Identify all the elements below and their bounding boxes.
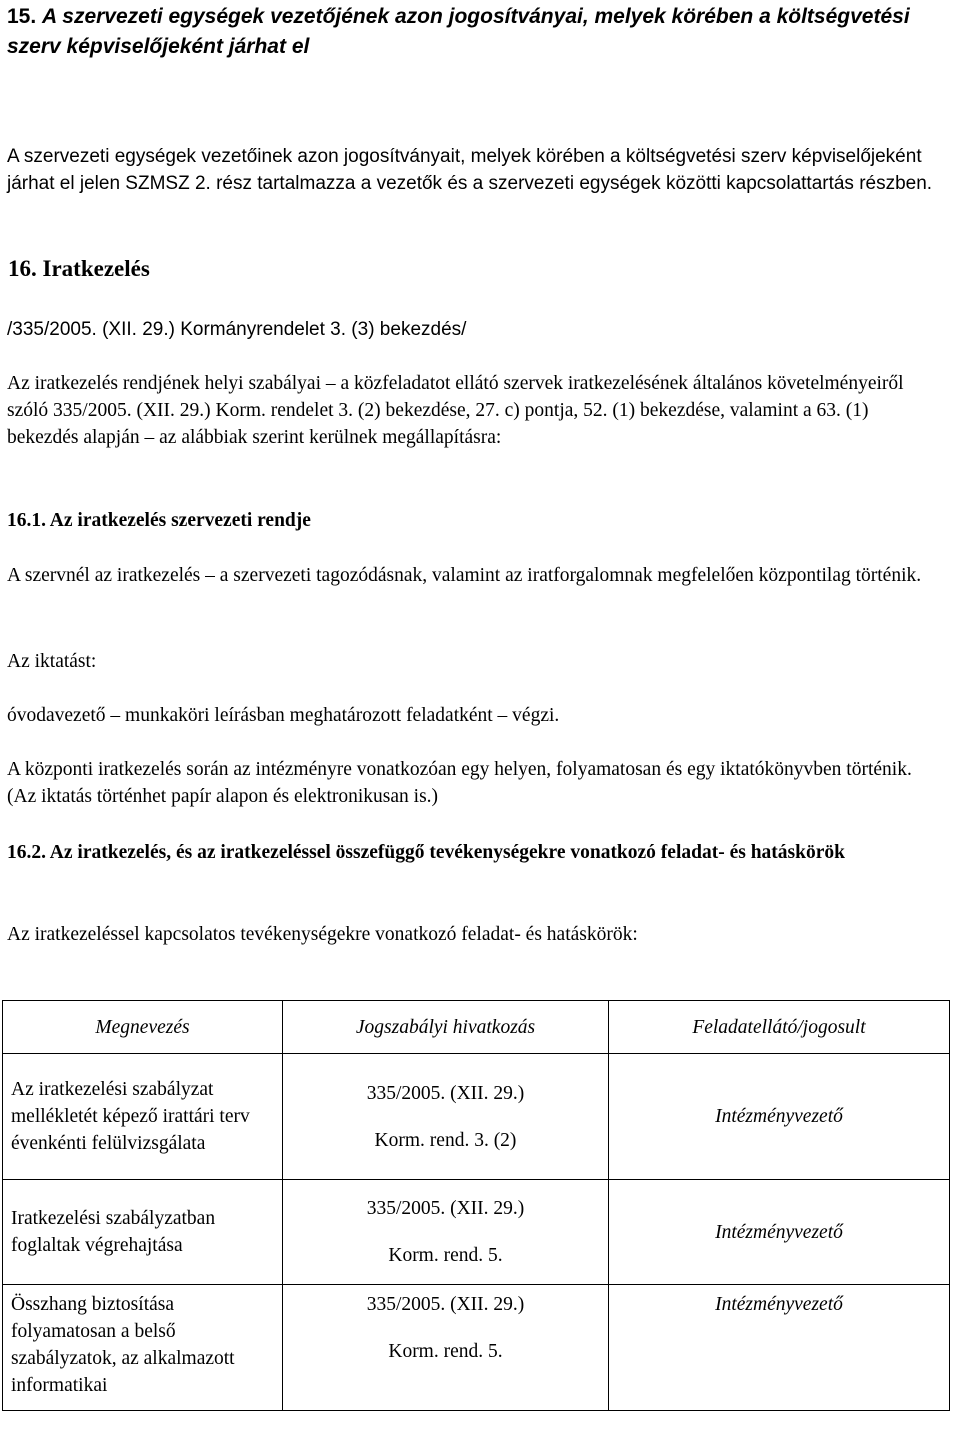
row-name: Az iratkezelési szabályzat mellékletét képező irattári terv évenkénti felülvizsgálata <box>3 1054 283 1180</box>
row-legal-ref <box>283 1180 609 1285</box>
row-owner: Intézményvezető <box>609 1054 950 1180</box>
section-15-number: 15. <box>7 5 37 28</box>
central-paragraph: A szervnél az iratkezelés – a szervezeti tagozódásnak, valamint az iratforgalomnak megfelelően központilag történik. <box>7 565 922 586</box>
section-15-title: A szervezeti egységek vezetőjének azon jogosítványai, melyek körében a költségvetési szerv képviselőjeként járhat el <box>7 5 910 58</box>
section-15-heading <box>7 2 947 62</box>
iktatas-text: óvodavezető – munkaköri leírásban meghatározott feladatként – végzi. <box>7 705 560 726</box>
row-legal-ref <box>283 1054 609 1180</box>
row-name: Iratkezelési szabályzatban foglaltak végrehajtása <box>3 1180 283 1285</box>
row-owner: Intézményvezető <box>609 1180 950 1285</box>
table-row <box>3 1180 950 1285</box>
responsibility-table <box>2 1000 950 1411</box>
decree-reference: /335/2005. (XII. 29.) Kormányrendelet 3. (3) bekezdés/ <box>7 319 467 340</box>
header-name: Megnevezés <box>3 1001 283 1054</box>
intro-paragraph: A szervezeti egységek vezetőinek azon jogosítványait, melyek körében a költségvetési szerv képviselőjeként járhat el jelen SZMSZ 2. rész tartalmazza a vezetők és a szervezeti egységek közötti kapcsolattartás részben. <box>7 146 933 194</box>
table-row <box>3 1285 950 1411</box>
row-legal-ref <box>283 1285 609 1411</box>
section-16-2-heading: 16.2. Az iratkezelés, és az iratkezeléssel összefüggő tevékenységekre vonatkozó feladat- és hatáskörök <box>7 842 845 863</box>
kozponti-paragraph: A központi iratkezelés során az intézményre vonatkozóan egy helyen, folyamatosan és egy iktatókönyvben történik. (Az iktatás történhet papír alapon és elektronikusan is.) <box>7 759 912 807</box>
header-owner: Feladatellátó/jogosult <box>609 1001 950 1054</box>
rules-paragraph: Az iratkezelés rendjének helyi szabályai – a közfeladatot ellátó szervek iratkezelésének általános követelményeiről szóló 335/2005. (XII. 29.) Korm. rendelet 3. (2) bekezdése, 27. c) pontja, 52. (1) bekezdése, valamint a 63. (1) bekezdés alapján – az alábbiak szerint kerülnek megállapításra: <box>7 373 904 448</box>
row-ref-line-1: 335/2005. (XII. 29.) <box>366 1082 525 1104</box>
table-header-row <box>3 1001 950 1054</box>
row-ref-line-2: Korm. rend. 5. <box>388 1245 503 1266</box>
table-intro-paragraph: Az iratkezeléssel kapcsolatos tevékenységekre vonatkozó feladat- és hatáskörök: <box>7 924 638 945</box>
iktatas-label: Az iktatást: <box>7 651 97 672</box>
section-16-1-heading: 16.1. Az iratkezelés szervezeti rendje <box>7 510 311 531</box>
row-ref-line-1: 335/2005. (XII. 29.) <box>366 1198 525 1219</box>
row-owner: Intézményvezető <box>609 1285 950 1411</box>
section-16-heading: 16. Iratkezelés <box>8 256 150 281</box>
row-ref-line-2: Korm. rend. 5. <box>388 1341 503 1362</box>
row-ref-line-1: 335/2005. (XII. 29.) <box>366 1294 525 1315</box>
header-legal-ref: Jogszabályi hivatkozás <box>283 1001 609 1054</box>
row-name: Összhang biztosítása folyamatosan a belső szabályzatok, az alkalmazott informatikai <box>3 1285 283 1411</box>
row-ref-line-2: Korm. rend. 3. (2) <box>374 1129 517 1151</box>
table-row <box>3 1054 950 1180</box>
